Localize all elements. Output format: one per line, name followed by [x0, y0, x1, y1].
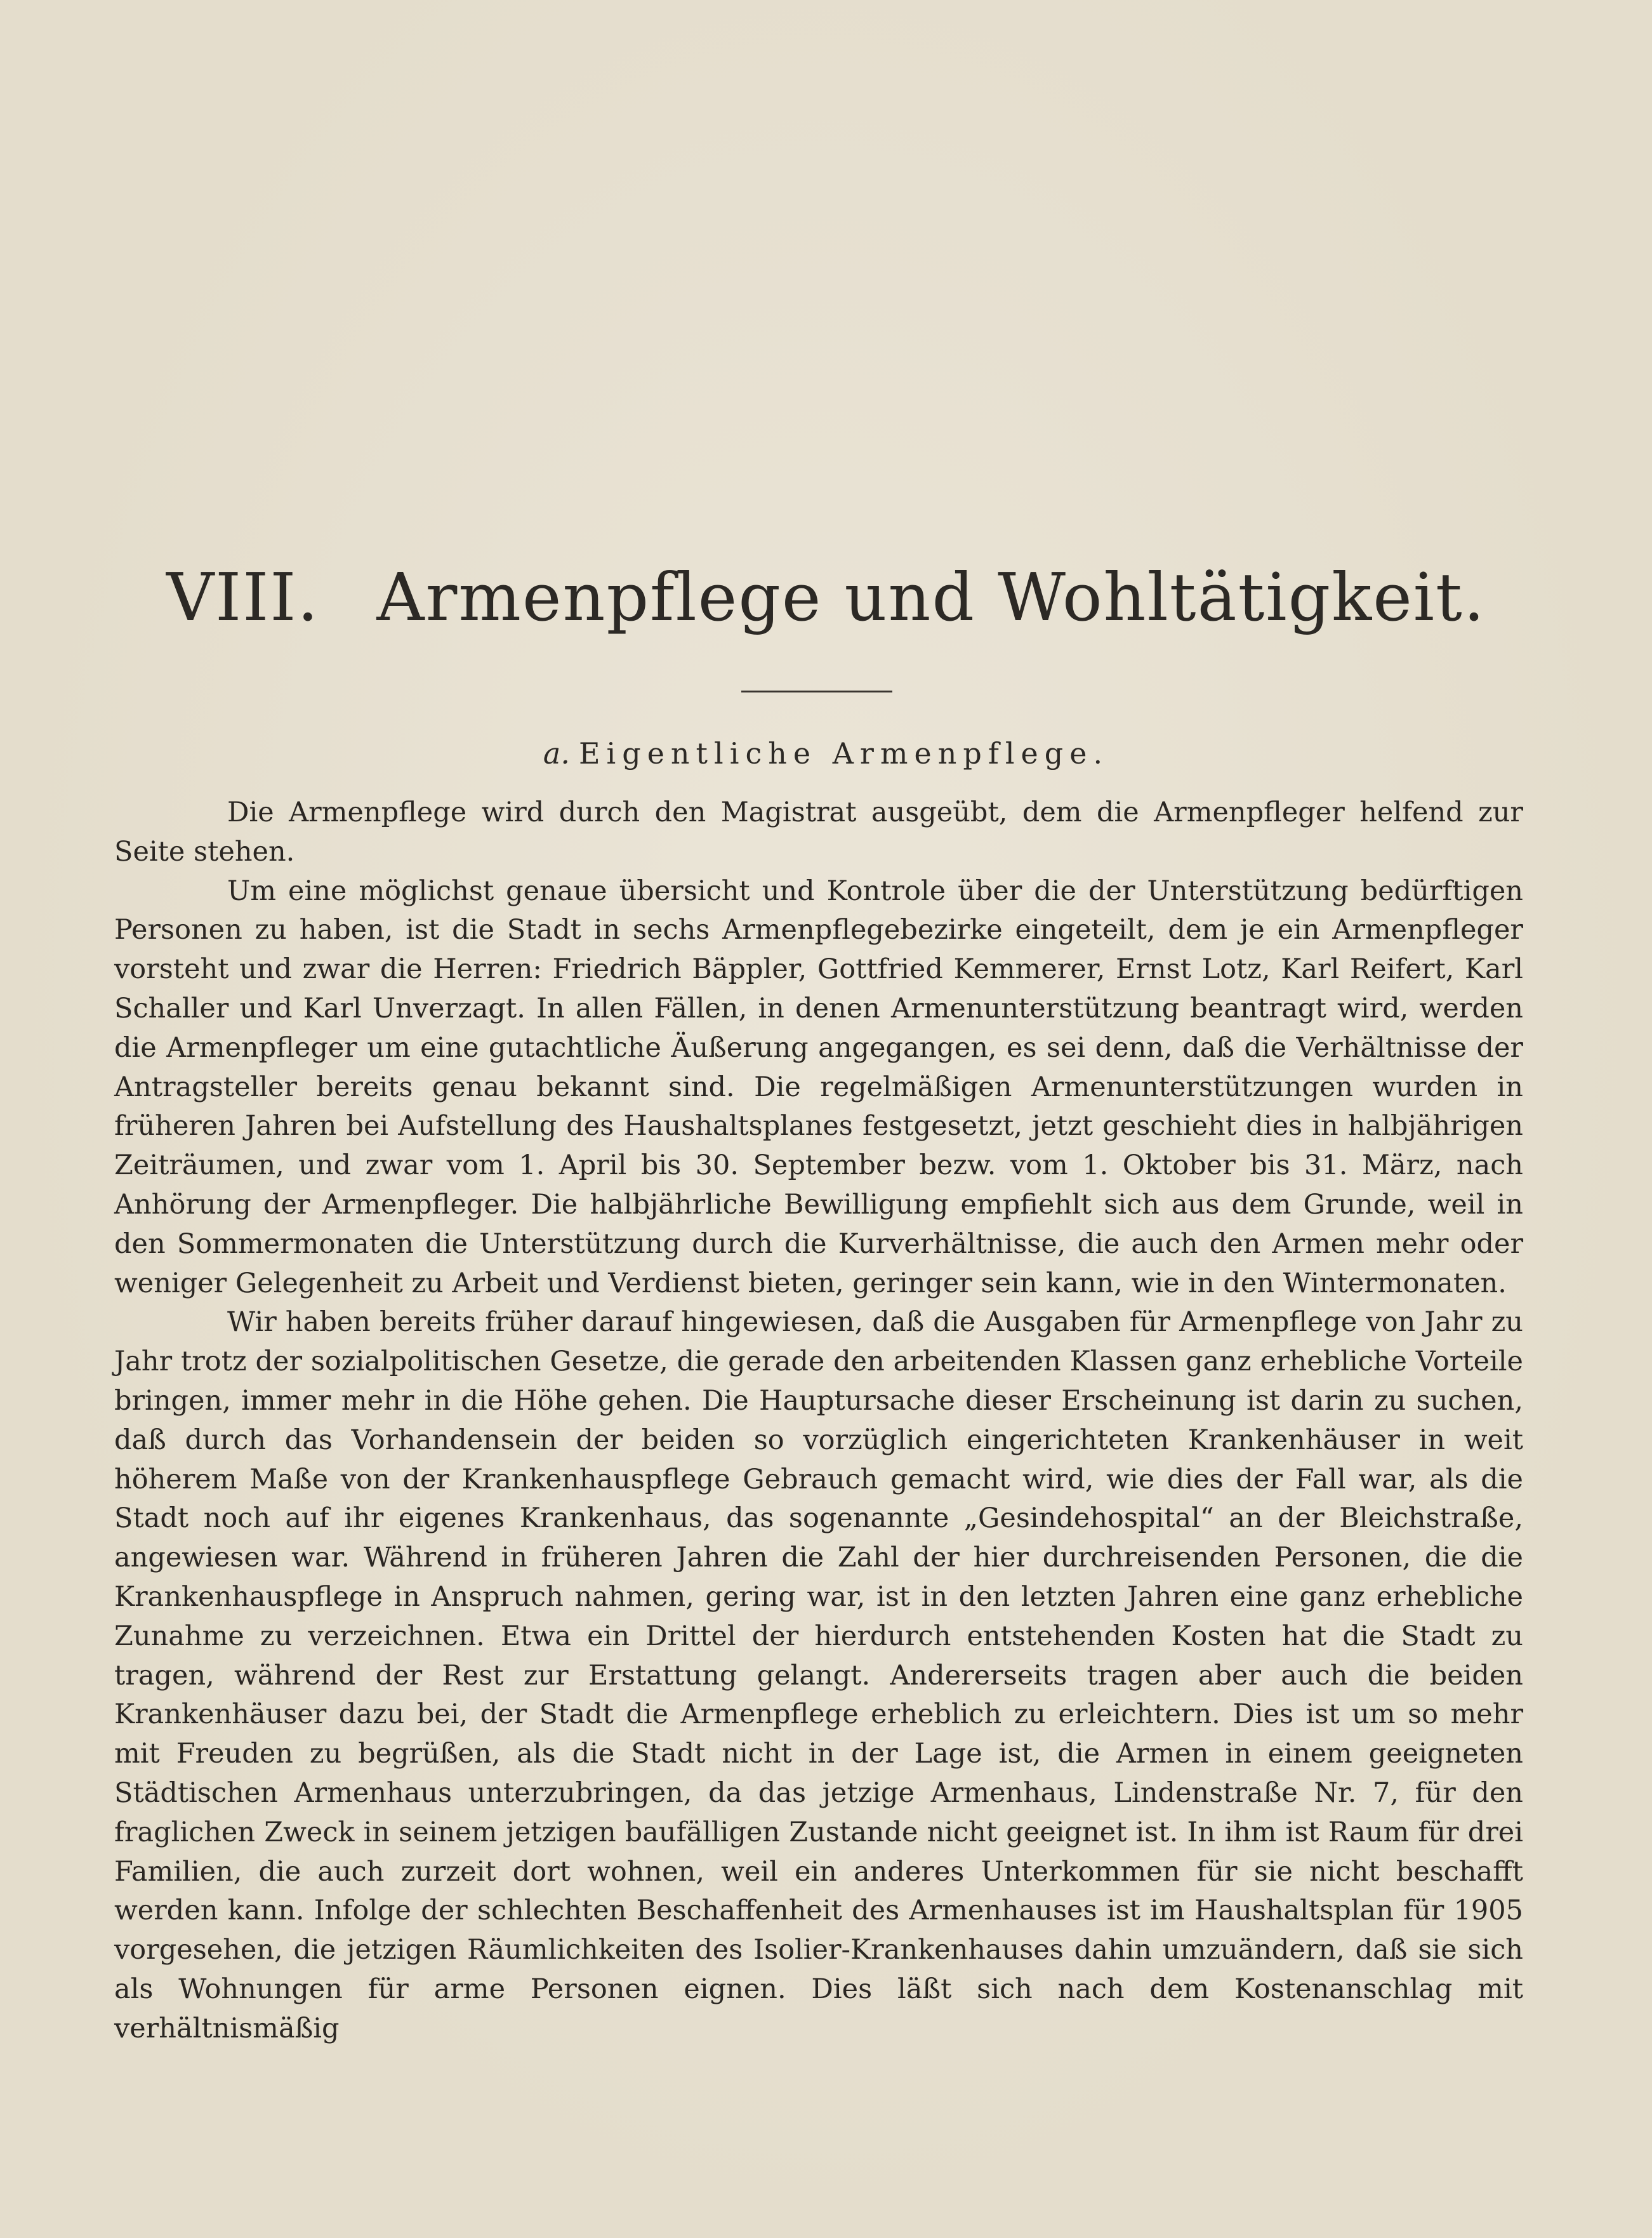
chapter-number: VIII.: [166, 559, 320, 636]
body-text: [114, 793, 1523, 2049]
paragraph-1: Die Armenpflege wird durch den Magistrat ausgeübt, dem die Armenpfleger helfend zur Seite stehen.: [114, 797, 1523, 868]
section-title: Eigentliche Armenpflege.: [578, 736, 1109, 771]
section-letter: a.: [543, 736, 570, 771]
section-heading: [0, 736, 1652, 771]
paragraph-3: Wir haben bereits früher darauf hingewiesen, daß die Ausgaben für Armenpflege von Jahr zu Jahr trotz der sozialpolitischen Gesetze, die gerade den arbeitenden Klassen ganz erhebliche Vorteile bringen, immer mehr in die Höhe gehen. Die Hauptursache dieser Erscheinung ist darin zu suchen, daß durch das Vorhandensein der beiden so vorzüglich eingerichteten Krankenhäuser in weit höherem Maße von der Krankenhauspflege Gebrauch gemacht wird, wie dies der Fall war, als die Stadt noch auf ihr eigenes Krankenhaus, das sogenannte „Gesindehospital“ an der Bleichstraße, angewiesen war. Während in früheren Jahren die Zahl der hier durchreisenden Personen, die die Krankenhauspflege in Anspruch nahmen, gering war, ist in den letzten Jahren eine ganz erhebliche Zunahme zu verzeichnen. Etwa ein Drittel der hierdurch entstehenden Kosten hat die Stadt zu tragen, während der Rest zur Erstattung gelangt. Andererseits tragen aber auch die beiden Krankenhäuser dazu bei, der Stadt die Armenpflege erheblich zu erleichtern. Dies ist um so mehr mit Freuden zu begrüßen, als die Stadt nicht in der Lage ist, die Armen in einem geeigneten Städtischen Armenhaus unterzubringen, da das jetzige Armenhaus, Lindenstraße Nr. 7, für den fraglichen Zweck in seinem jetzigen baufälligen Zustande nicht geeignet ist. In ihm ist Raum für drei Familien, die auch zurzeit dort wohnen, weil ein anderes Unterkommen für sie nicht beschafft werden kann. Infolge der schlechten Beschaffenheit des Armenhauses ist im Haushaltsplan für 1905 vorgesehen, die jetzigen Räumlichkeiten des Isolier-Krankenhauses dahin umzuändern, daß sie sich als Wohnungen für arme Personen eignen. Dies läßt sich nach dem Kostenanschlag mit verhältnismäßig: [114, 1306, 1523, 2044]
chapter-title-text: Armenpflege und Wohltätigkeit.: [376, 559, 1486, 636]
chapter-title: [0, 559, 1652, 636]
paragraph-2: Um eine möglichst genaue übersicht und Kontrole über die der Unterstützung bedürftigen Personen zu haben, ist die Stadt in sechs Armenpflegebezirke eingeteilt, dem je ein Armenpfleger vorsteht und zwar die Herren: Friedrich Bäppler, Gottfried Kemmerer, Ernst Lotz, Karl Reifert, Karl Schaller und Karl Unverzagt. In allen Fällen, in denen Armenunterstützung beantragt wird, werden die Armenpfleger um eine gutachtliche Äußerung angegangen, es sei denn, daß die Verhältnisse der Antragsteller bereits genau bekannt sind. Die regelmäßigen Armenunterstützungen wurden in früheren Jahren bei Aufstellung des Haushaltsplanes festgesetzt, jetzt geschieht dies in halbjährigen Zeiträumen, und zwar vom 1. April bis 30. September bezw. vom 1. Oktober bis 31. März, nach Anhörung der Armenpfleger. Die halbjährliche Bewilligung empfiehlt sich aus dem Grunde, weil in den Sommermonaten die Unterstützung durch die Kurverhältnisse, die auch den Armen mehr oder weniger Gelegenheit zu Arbeit und Verdienst bieten, geringer sein kann, wie in den Wintermonaten.: [114, 875, 1523, 1299]
title-divider: [741, 691, 892, 692]
